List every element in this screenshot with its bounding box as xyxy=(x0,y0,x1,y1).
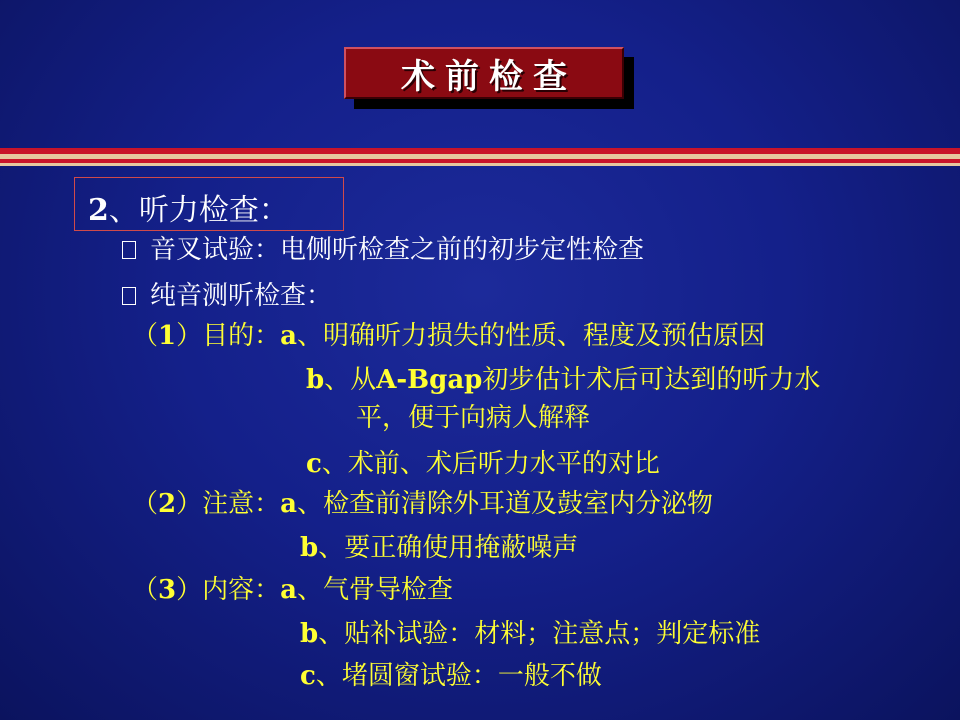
purpose-line-c: c、术前、术后听力水平的对比 xyxy=(306,449,660,479)
caution-line-b: b、要正确使用掩蔽噪声 xyxy=(300,533,579,563)
content-line-c: c、堵圆窗试验：一般不做 xyxy=(300,661,602,691)
purpose-line-b: b、从A-Bgap初步估计术后可达到的听力水 xyxy=(306,365,821,395)
section-number: 2 xyxy=(88,193,109,228)
content-line-b: b、贴补试验：材料；注意点；判定标准 xyxy=(300,619,761,649)
section-heading xyxy=(88,185,289,229)
square-bullet-icon xyxy=(122,241,136,259)
caution-line-a: （2）注意：a、检查前清除外耳道及鼓室内分泌物 xyxy=(132,489,713,519)
section-heading-text: 、听力检查： xyxy=(108,193,289,228)
bullet-item xyxy=(122,280,332,312)
bullet-text: 音叉试验：电侧听检查之前的初步定性检查 xyxy=(150,235,645,265)
purpose-line-b-cont: 平，便于向病人解释 xyxy=(356,403,591,433)
title-box xyxy=(344,47,624,99)
slide-title: 术前检查 xyxy=(401,56,577,97)
content-line-a: （3）内容：a、气骨导检查 xyxy=(132,575,453,605)
bullet-text: 纯音测听检查： xyxy=(150,281,333,311)
square-bullet-icon xyxy=(122,287,136,305)
purpose-line-a: （1）目的：a、明确听力损失的性质、程度及预估原因 xyxy=(132,321,765,351)
bullet-item xyxy=(122,234,644,266)
divider-stripe xyxy=(0,163,960,166)
